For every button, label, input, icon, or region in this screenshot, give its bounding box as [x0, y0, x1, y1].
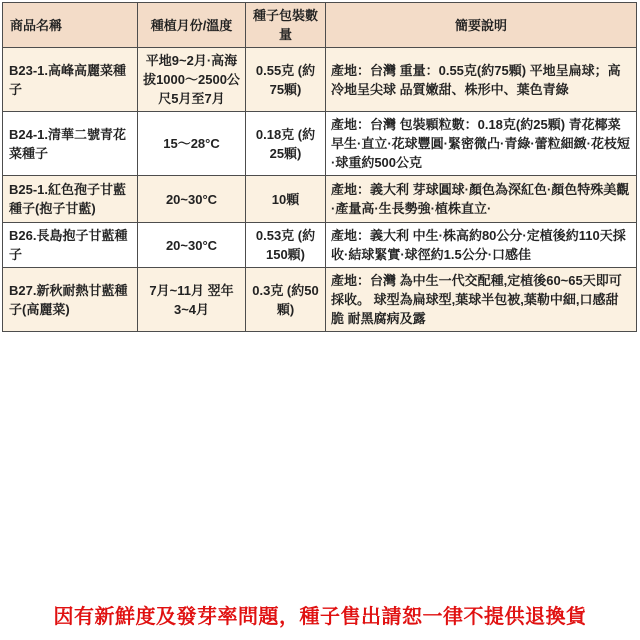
product-name-cell: B27.新秋耐熱甘藍種子(高麗菜) — [3, 268, 138, 332]
table-row — [3, 268, 637, 332]
description-cell: 產地：義大利 中生·株高約80公分·定植後約110天採收·結球緊實·球徑約1.5公分·口感佳 — [326, 223, 637, 268]
package-quantity-cell: 0.18克 (約25顆) — [246, 112, 326, 176]
package-quantity-cell: 0.53克 (約150顆) — [246, 223, 326, 268]
col-header-package-quantity: 種子包裝數量 — [246, 3, 326, 48]
description-cell: 產地：台灣 重量：0.55克(約75顆) 平地呈扁球；高冷地呈尖球 品質嫩甜、株形中、葉色青綠 — [326, 48, 637, 112]
planting-period-cell: 20~30°C — [138, 223, 246, 268]
package-quantity-cell: 0.3克 (約50顆) — [246, 268, 326, 332]
product-name-cell: B23-1.高峰高麗菜種子 — [3, 48, 138, 112]
table-row — [3, 48, 637, 112]
col-header-planting-period: 種植月份/溫度 — [138, 3, 246, 48]
table-row — [3, 176, 637, 223]
table-row — [3, 112, 637, 176]
description-cell: 產地：義大利 芽球圓球·顏色為深紅色·顏色特殊美觀·產量高·生長勢強·植株直立· — [326, 176, 637, 223]
planting-period-cell: 20~30°C — [138, 176, 246, 223]
product-name-cell: B24-1.清華二號青花菜種子 — [3, 112, 138, 176]
planting-period-cell: 7月~11月 翌年3~4月 — [138, 268, 246, 332]
package-quantity-cell: 10顆 — [246, 176, 326, 223]
product-name-cell: B25-1.紅色孢子甘藍種子(抱子甘藍) — [3, 176, 138, 223]
table-header-row — [3, 3, 637, 48]
product-name-cell: B26.長島抱子甘藍種子 — [3, 223, 138, 268]
planting-period-cell: 15～28°C — [138, 112, 246, 176]
planting-period-cell: 平地9~2月·高海拔1000～2500公尺5月至7月 — [138, 48, 246, 112]
no-return-notice: 因有新鮮度及發芽率問題，種子售出請恕一律不提供退換貨 — [53, 606, 587, 628]
description-cell: 產地：台灣 為中生一代交配種,定植後60~65天即可採收。 球型為扁球型,葉球半包被,葉勒中細,口感甜脆 耐黑腐病及露 — [326, 268, 637, 332]
package-quantity-cell: 0.55克 (約75顆) — [246, 48, 326, 112]
description-cell: 產地：台灣 包裝顆粒數：0.18克(約25顆) 青花椰菜 早生·直立·花球豐圓·緊密微凸·青綠·蕾粒細緻·花枝短·球重約500公克 — [326, 112, 637, 176]
table-row — [3, 223, 637, 268]
col-header-description: 簡要說明 — [326, 3, 637, 48]
col-header-product-name: 商品名稱 — [3, 3, 138, 48]
seed-product-table — [2, 2, 637, 332]
